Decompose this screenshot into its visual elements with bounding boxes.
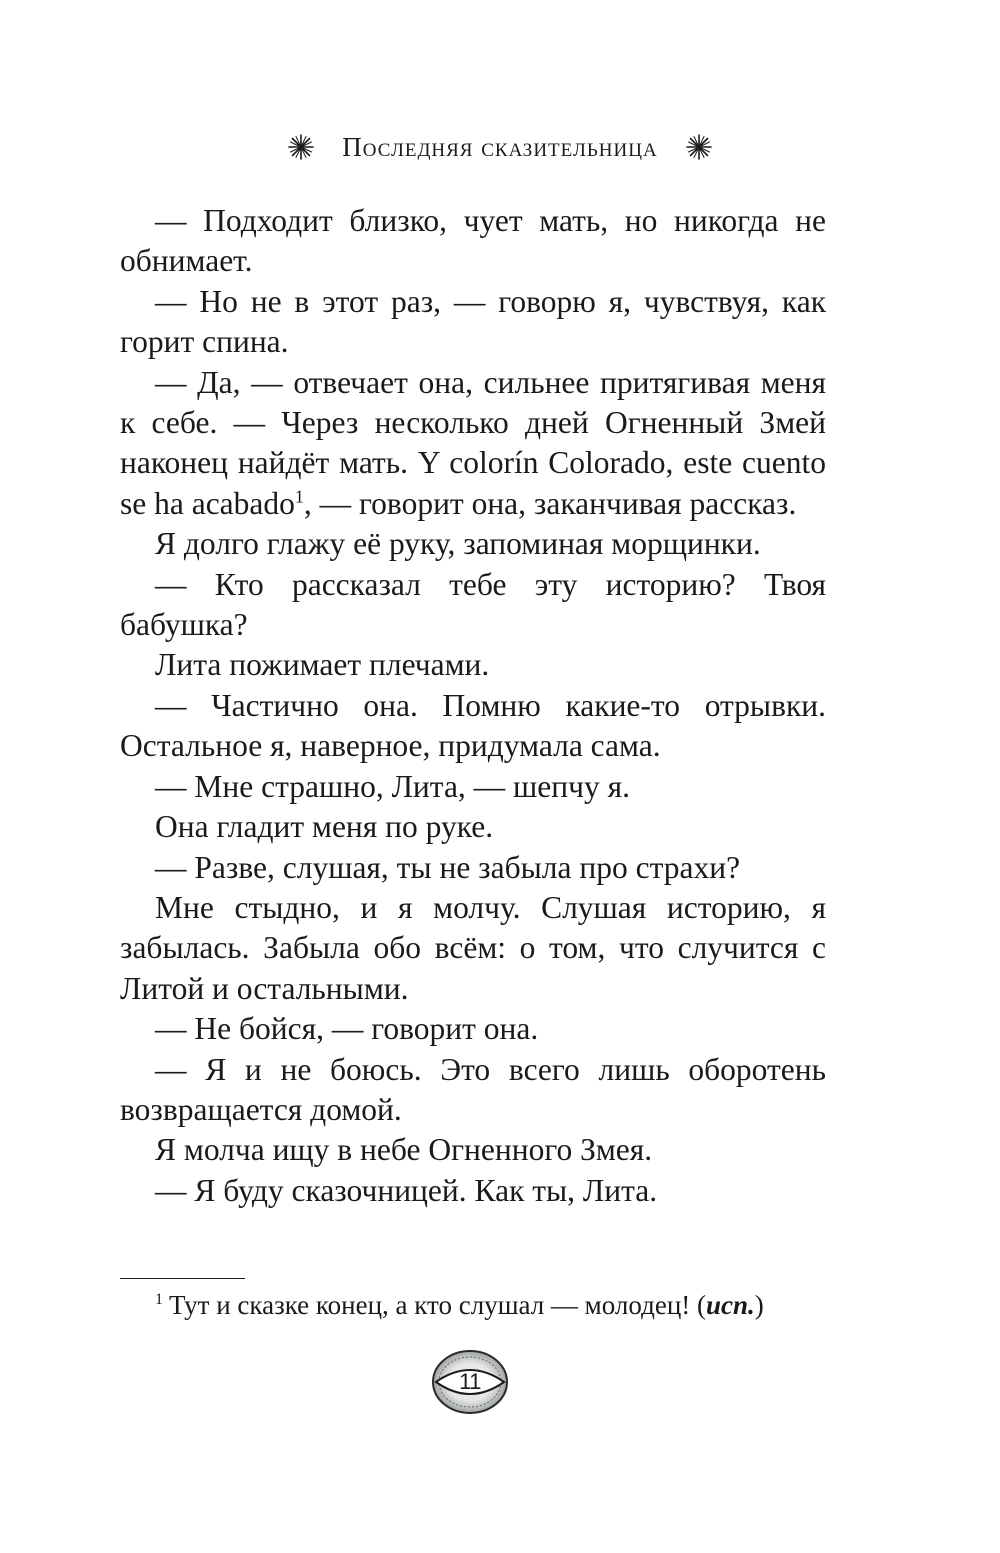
footnote: [155, 1288, 855, 1322]
star-ornament-icon: [288, 134, 314, 160]
paragraph: — Но не в этот раз, — говорю я, чувствуя, как горит спина.: [120, 283, 826, 360]
footnote-abbreviation: исп.: [706, 1290, 755, 1320]
paragraph: [120, 363, 826, 525]
paragraph: Я молча ищу в небе Огненного Змея.: [155, 1132, 653, 1168]
footnote-text: Тут и сказке конец, а кто слушал — молодец! (: [169, 1290, 707, 1320]
page-number-badge: [430, 1348, 510, 1416]
paragraph: Она гладит меня по руке.: [155, 809, 494, 845]
paragraph: — Подходит близко, чует мать, но никогда не обнимает.: [120, 203, 826, 279]
paragraph: — Я и не боюсь. Это всего лишь оборотень возвращается домой.: [120, 1051, 826, 1127]
paragraph: — Частично она. Помню какие-то отрывки. Остальное я, наверное, придумала сама.: [120, 687, 826, 764]
paragraph: Лита пожимает плечами.: [155, 647, 490, 683]
paragraph: — Разве, слушая, ты не забыла про страхи?: [155, 849, 741, 885]
paragraph-text: , — говорит она, заканчивая рассказ.: [303, 485, 797, 521]
footnote-ref: 1: [294, 486, 304, 507]
running-head: [0, 122, 1000, 172]
book-title: Последняя сказительница: [342, 131, 658, 162]
star-ornament-icon: [686, 134, 712, 160]
footnote-close: ): [754, 1290, 764, 1320]
paragraph: — Кто рассказал тебе эту историю? Твоя бабушка?: [120, 566, 826, 643]
footnote-divider: [120, 1278, 245, 1279]
paragraph: Я долго глажу её руку, запоминая морщинки.: [155, 526, 761, 562]
paragraph: — Не бойся, — говорит она.: [155, 1011, 539, 1047]
paragraph: Мне стыдно, и я молчу. Слушая историю, я забылась. Забыла обо всём: о том, что случится с Литой и остальными.: [120, 889, 826, 1006]
paragraph: — Я буду сказочницей. Как ты, Лита.: [155, 1172, 658, 1208]
body-text: [120, 201, 826, 1211]
footnote-number: 1: [155, 1291, 163, 1308]
paragraph-text: — Да, — отвечает она, сильнее притягивая меня к себе. — Через несколько дней Огненный Змей наконец найдёт мать. Y colorín Colorado, este cuento se ha acabado: [120, 364, 826, 521]
paragraph: — Мне страшно, Лита, — шепчу я.: [155, 768, 630, 804]
page-number: 11: [459, 1369, 481, 1394]
